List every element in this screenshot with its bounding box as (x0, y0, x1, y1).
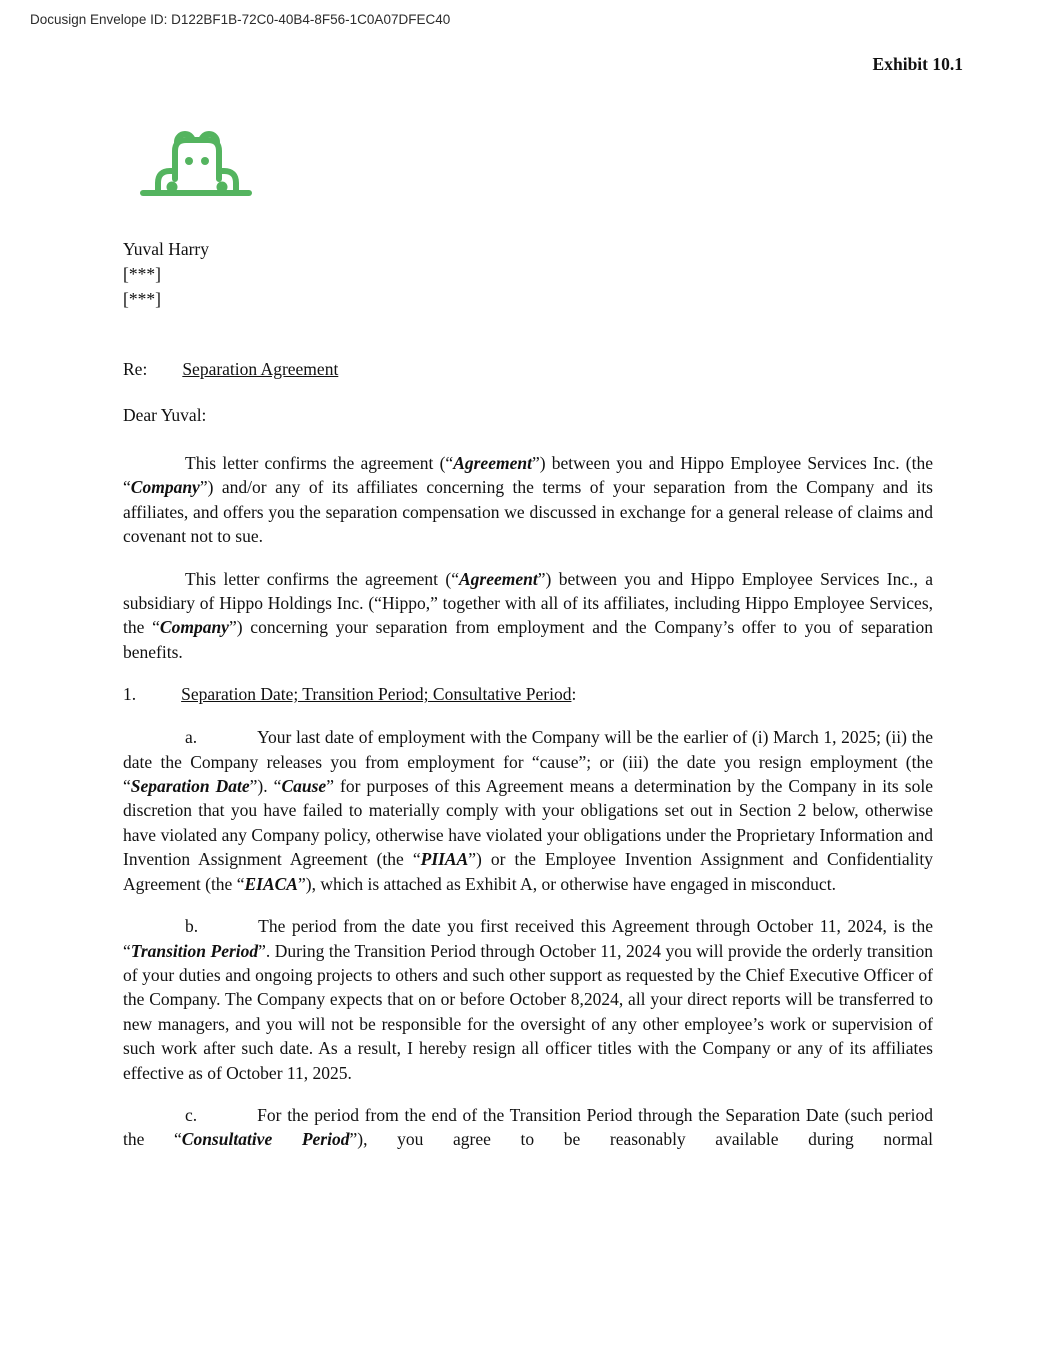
salutation: Dear Yuval: (123, 405, 207, 425)
hippo-logo-icon (140, 127, 252, 199)
section-1-heading-colon: : (571, 684, 577, 705)
recipient-block (123, 237, 933, 312)
section-1-number: 1. (123, 684, 137, 705)
paragraph-1c-label: c. (185, 1104, 198, 1125)
paragraph-1b (123, 914, 933, 1085)
re-label: Re: (123, 359, 148, 379)
section-1-heading (123, 682, 933, 707)
recipient-address-line-2: [***] (123, 289, 161, 309)
re-subject: Separation Agreement (182, 359, 339, 379)
exhibit-label: Exhibit 10.1 (872, 54, 963, 74)
paragraph-1b-text: The period from the date you first received this Agreement through October 11, 2024, is the “Transition Period”. During the Transition Period through October 11, 2024 you will provide the orderly transition of your duties and ongoing projects to others and such other support as requested by the Chief Executive Officer of the Company. The Company expects that on or before October 8,2024, all your direct reports will be transferred to new managers, and you will not be responsible for the oversight of any other employee’s work or supervision of such work after such date. As a result, I hereby resign all officer titles with the Company or any of its affiliates effective as of October 11, 2025. (123, 916, 934, 1083)
paragraph-1c (123, 1103, 933, 1152)
paragraph-intro-1: This letter confirms the agreement (“Agreement”) between you and Hippo Employee Services Inc. (the “Company”) and/or any of its affiliates concerning the terms of your separation from the Company and its affiliates, and offers you the separation compensation we discussed in exchange for a general release of claims and covenant not to sue. (123, 453, 933, 547)
paragraph-1a-label: a. (185, 727, 198, 748)
re-line (123, 357, 933, 382)
paragraph-1b-label: b. (185, 916, 199, 937)
paragraph-intro-2: This letter confirms the agreement (“Agreement”) between you and Hippo Employee Services Inc., a subsidiary of Hippo Holdings Inc. (“Hippo,” together with all of its affiliates, including Hippo Employee Services, the “Company”) concerning your separation from employment and the Company’s offer to you of separation benefits. (123, 568, 933, 662)
paragraph-1a-text: Your last date of employment with the Company will be the earlier of (i) March 1, 2025; (ii) the date the Company releases you from employment for “cause”; or (iii) the date you resign employment (the “Separation Date”). “Cause” for purposes of this Agreement means a determination by the Company in its sole discretion that you have failed to materially comply with your obligations set out in Section 2 below, otherwise have violated any Company policy, otherwise have violated your obligations under the Proprietary Information and Invention Assignment Agreement (the “PIIAA”) or the Employee Invention Assignment and Confidentiality Agreement (the “EIACA”), which is attached as Exhibit A, or otherwise have engaged in misconduct. (123, 727, 933, 894)
recipient-address-line-1: [***] (123, 264, 161, 284)
recipient-name: Yuval Harry (123, 239, 210, 259)
paragraph-1a (123, 725, 933, 896)
hippo-logo (140, 127, 252, 199)
hippo-outline (143, 134, 249, 193)
paragraph-1c-text: For the period from the end of the Transition Period through the Separation Date (such period the “Consultative Period”), you agree to be reasonably available during normal (123, 1104, 933, 1150)
docusign-envelope-id: Docusign Envelope ID: D122BF1B-72C0-40B4-8F56-1C0A07DFEC40 (30, 12, 451, 27)
letter-body (123, 0, 933, 1152)
section-1-heading-text: Separation Date; Transition Period; Consultative Period (181, 684, 572, 705)
